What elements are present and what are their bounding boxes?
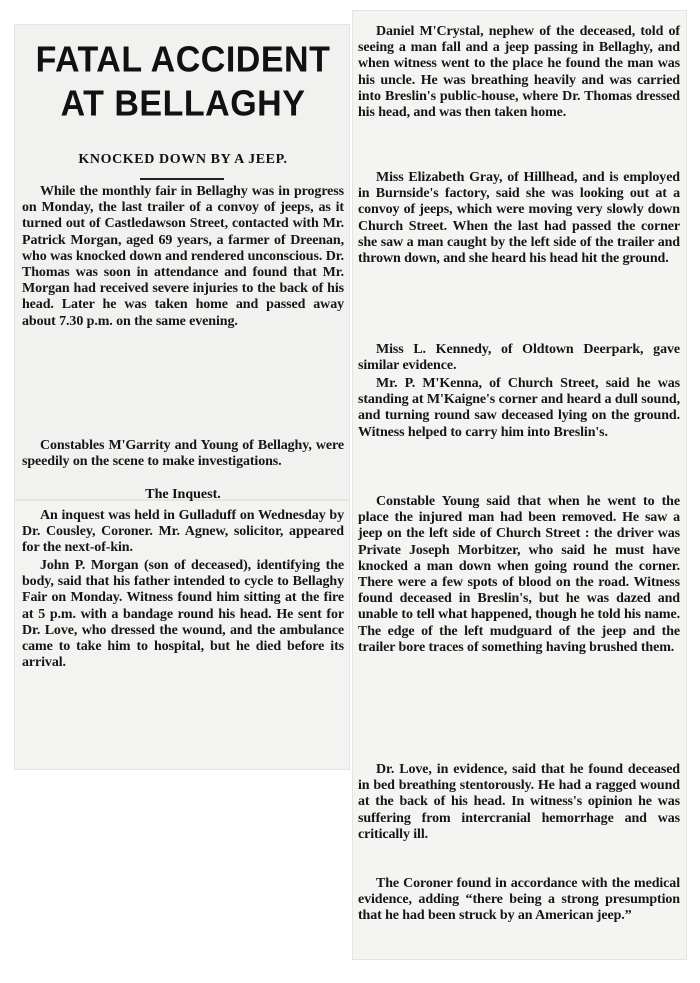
paragraph-mckenna: Mr. P. M'Kenna, of Church Street, said he was standing at M'Kaigne's corner and heard a dull sound, and turning round saw deceased lying on the ground. Witness helped to carry him into Breslin's. [358,376,680,440]
paragraph-mcrystal: Daniel M'Crystal, nephew of the deceased, told of seeing a man fall and a jeep passing in Bellaghy, and when witness went to the place he found the man was his uncle. He was breathing heavily and was carried into Breslin's public-house, where Dr. Thomas dressed his head, and was then taken home. [358,24,680,121]
section-heading-inquest: The Inquest. [145,487,221,502]
paragraph-coroner-finding: The Coroner found in accordance with the medical evidence, adding “there being a strong presumption that he had been struck by an American jeep.” [358,876,680,924]
paragraph-dr-love: Dr. Love, in evidence, said that he found deceased in bed breathing stentorously. He had a ragged wound at the back of his head. In witness's opinion he was suffering from intercranial hemorrhage and was critically ill. [358,762,680,842]
paragraph-elizabeth-gray: Miss Elizabeth Gray, of Hillhead, and is employed in Burnside's factory, said she was looking out at a convoy of jeeps, which were moving very slowly down Church Street. When the last had passed the corner she saw a man caught by the left side of the trailer and thrown down, and she heard his head hit the ground. [358,170,680,267]
paragraph-kennedy: Miss L. Kennedy, of Oldtown Deerpark, gave similar evidence. [358,342,680,374]
paragraph-intro: While the monthly fair in Bellaghy was in progress on Monday, the last trailer of a convoy of jeeps, as it turned out of Castledawson Street, contacted with Mr. Patrick Morgan, aged 69 years, a farmer of Dreenan, who was knocked down and rendered unconscious. Dr. Thomas was soon in attendance and found that Mr. Morgan had received severe injuries to the back of his head. Later he was taken home and passed away about 7.30 p.m. on the same evening. [22,184,344,329]
paragraph-inquest-held: An inquest was held in Gulladuff on Wednesday by Dr. Cousley, Coroner. Mr. Agnew, solicitor, appeared for the next-of-kin. [22,508,344,556]
subheadline: KNOCKED DOWN BY A JEEP. [78,152,288,167]
paragraph-john-morgan: John P. Morgan (son of deceased), identifying the body, said that his father intended to cycle to Bellaghy Fair on Monday. Witness found him sitting at the fire at 5 p.m. with a bandage round his head. He sent for Dr. Love, who dressed the wound, and the ambulance came to take him to hospital, but he died before its arrival. [22,558,344,671]
paragraph-constable-young: Constable Young said that when he went to the place the injured man had been removed. He saw a jeep on the left side of Church Street : the driver was Private Joseph Morbitzer, who said he must have knocked a man down when going round the corner. There were a few spots of blood on the road. Witness found deceased in Breslin's, but he was dazed and unable to tell what happened, though he told his name. The edge of the left mudguard of the jeep and the trailer bore traces of something having brushed them. [358,494,680,655]
divider-rule [140,178,224,180]
headline: FATAL ACCIDENT AT BELLAGHY [35,40,331,124]
paragraph-constables: Constables M'Garrity and Young of Bellaghy, were speedily on the scene to make investigations. [22,438,344,470]
